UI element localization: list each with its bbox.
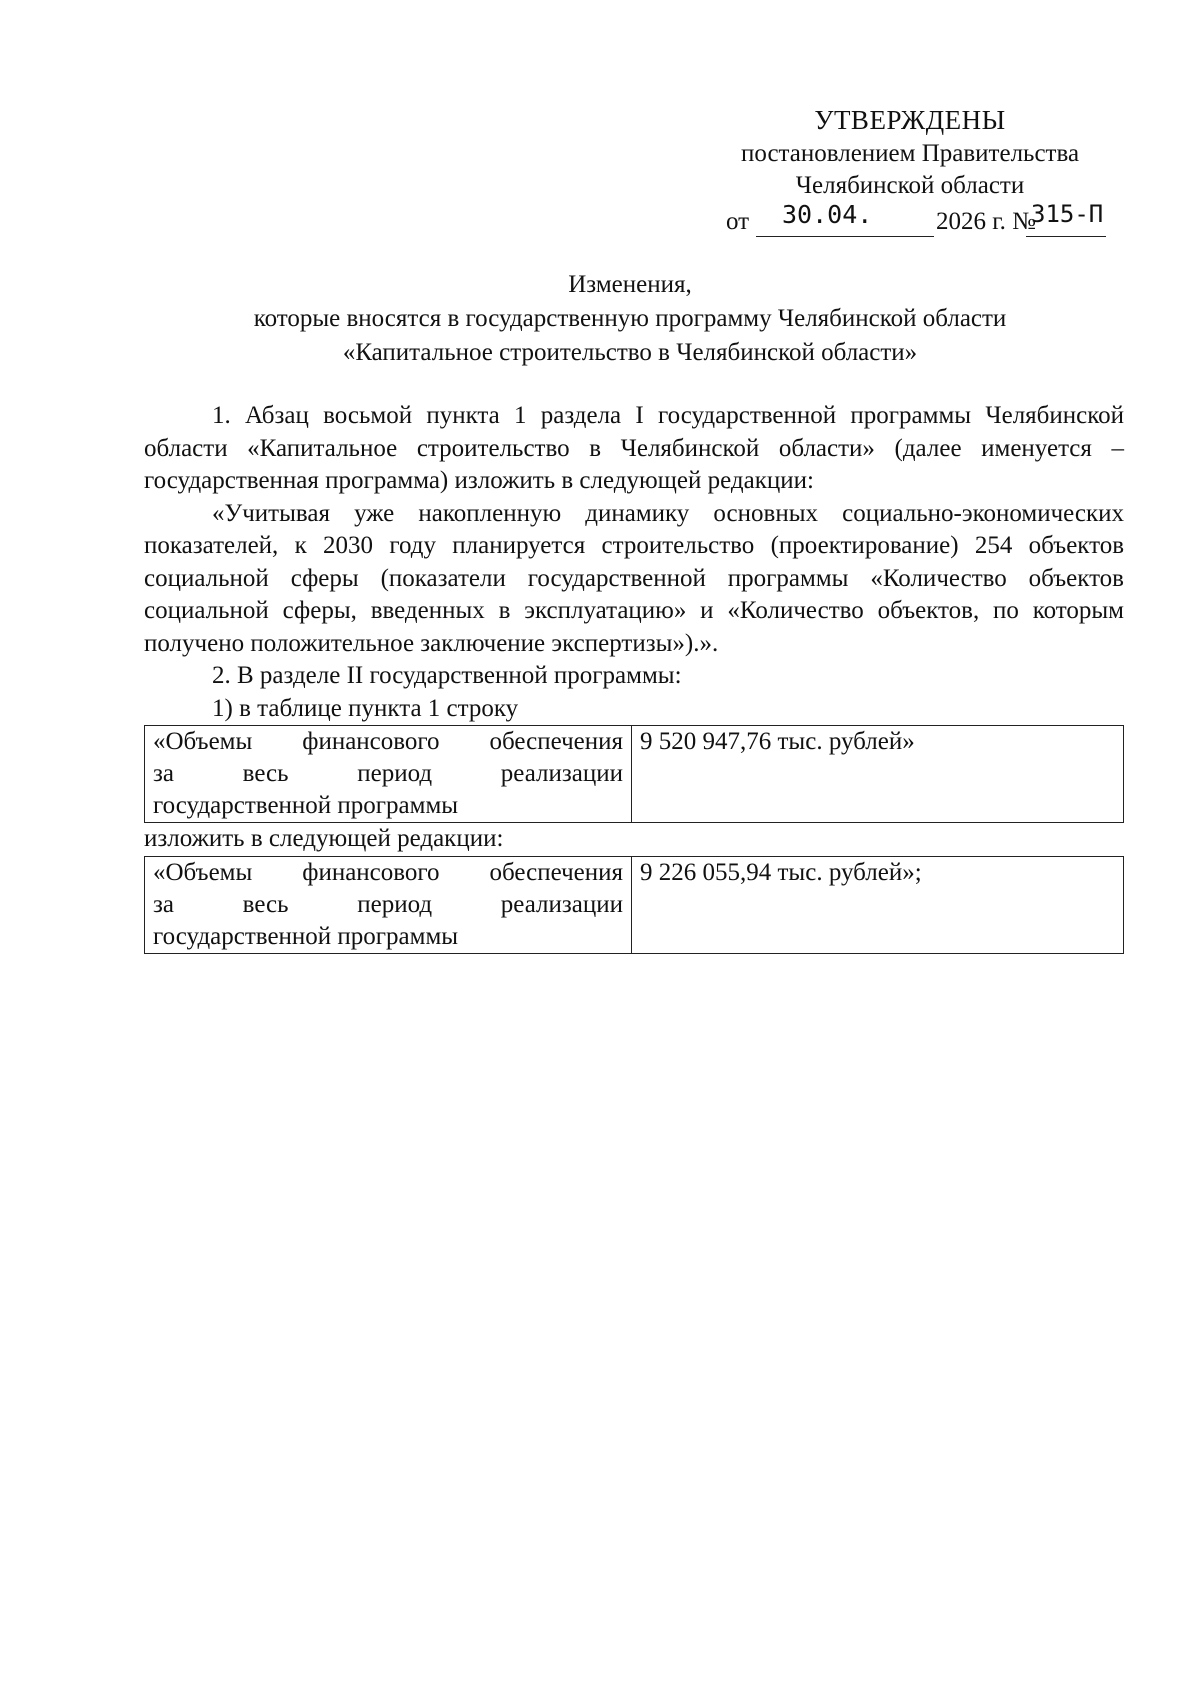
paragraph-1: 1. Абзац восьмой пункта 1 раздела I государственной программы Челябинской области «Капитальное строительство в Челябинской области» (далее именуется – государственная программа) изложить в следующей редакции:	[144, 402, 1124, 494]
number-blank-underline	[1026, 236, 1106, 237]
cell-line: «Объемы финансового обеспечения	[153, 858, 623, 886]
paragraph-4: 1) в таблице пункта 1 строку	[212, 694, 519, 722]
table-row	[145, 726, 1124, 823]
approval-line-1: постановлением Правительства	[740, 140, 1080, 167]
approval-line-2: Челябинской области	[795, 172, 1025, 199]
heading-line-1: Изменения,	[568, 271, 692, 298]
heading-line-3: «Капитальное строительство в Челябинской области»	[342, 339, 918, 366]
table-cell-value: 9 520 947,76 тыс. рублей»	[632, 726, 1124, 823]
approval-title: УТВЕРЖДЕНЫ	[814, 105, 1006, 135]
paragraph-3: 2. В разделе II государственной программы:	[212, 662, 682, 689]
table-cell-value: 9 226 055,94 тыс. рублей»;	[632, 856, 1124, 953]
document-body	[144, 400, 1124, 954]
approval-block	[710, 104, 1110, 202]
table-new-row	[144, 856, 1124, 954]
table-cell-label	[145, 726, 632, 823]
table-cell-label	[145, 856, 632, 953]
handwritten-date: 30.04.	[782, 200, 873, 229]
paragraph-2: «Учитывая уже накопленную динамику основных социально-экономических показателей, к 2030 году планируется строительство (проектирование) 254 объектов социальной сферы (показатели государственной программы «Количество объектов социальной сферы, введенных в эксплуатацию» и «Количество объектов, по которым получено положительное заключение экспертизы»).».	[144, 499, 1124, 657]
cell-line: государственной программы	[153, 792, 459, 819]
document-heading	[140, 268, 1120, 370]
approval-date-line	[726, 200, 1126, 240]
date-prefix: от	[726, 208, 750, 235]
cell-line: за весь период реализации	[153, 890, 623, 918]
cell-line: государственной программы	[153, 922, 459, 950]
date-blank-underline	[756, 236, 934, 237]
paragraph-between: изложить в следующей редакции:	[144, 825, 504, 852]
heading-line-2: которые вносятся в государственную программу Челябинской области	[253, 305, 1007, 332]
cell-line: за весь период реализации	[153, 760, 623, 787]
handwritten-number: 315-П	[1031, 200, 1104, 228]
table-row	[145, 856, 1124, 953]
table-old-row	[144, 725, 1124, 823]
date-year: 2026 г. №	[936, 208, 1037, 235]
cell-line: «Объемы финансового обеспечения	[153, 728, 623, 755]
